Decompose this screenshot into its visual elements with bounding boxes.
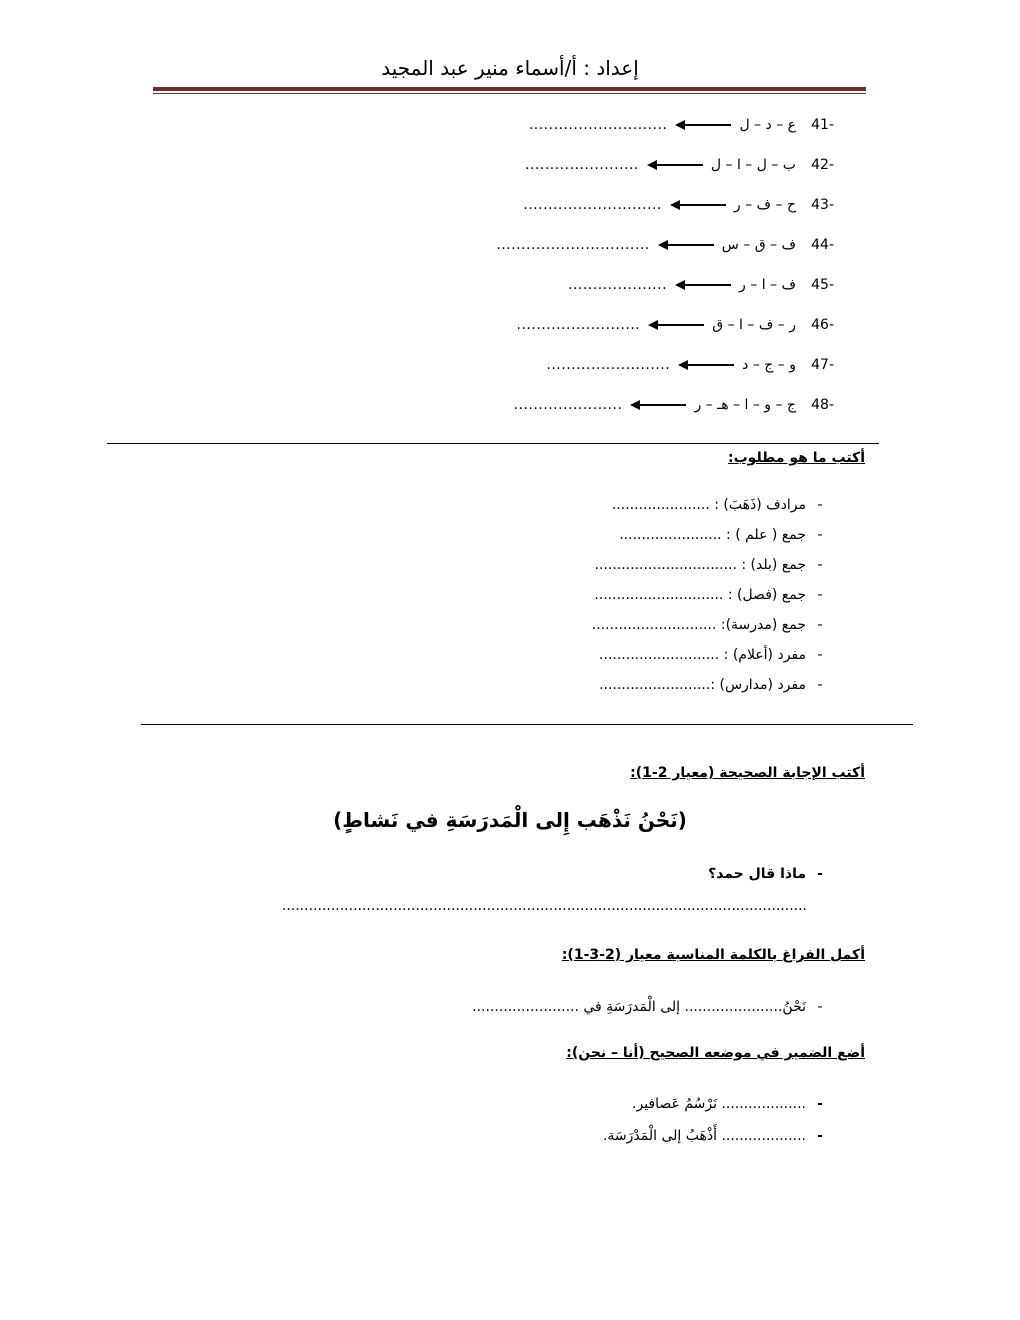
header-divider [153,87,866,91]
vocab-item [594,584,834,606]
exercise-item-42 [525,154,834,176]
pronoun-text[interactable]: ................... نَرْسُمُ عَصافير. [632,1096,806,1112]
bullet: - [817,497,823,513]
exercise-item-43 [523,194,834,216]
pronoun-item [603,1125,834,1147]
item-number: 47- [811,357,834,373]
question-text: ماذا قال حمد؟ [708,866,806,882]
question-row [708,866,834,882]
answer-line[interactable]: ...................................................................................................................... [281,898,807,914]
section-heading: أكتب ما هو مطلوب: [728,450,865,466]
letters: ف – ق – س [721,237,796,253]
left-arrow-icon [658,240,714,250]
vocab-item [595,554,834,576]
bullet: - [817,866,823,882]
item-number: 41- [811,117,834,133]
item-number: 44- [811,237,834,253]
letters: ج – و – ا – هـ – ر [694,397,796,413]
letters: و – ج – د [742,357,796,373]
exercise-item-44 [496,234,834,256]
vocab-text[interactable]: جمع (مدرسة): ............................ [591,617,806,633]
vocab-text[interactable]: مفرد (مدارس) :......................... [599,677,806,693]
exercise-item-41 [529,114,834,136]
vocab-item [612,494,834,516]
vocab-text[interactable]: مرادف (ذَهَبَ) : ...................... [611,497,806,513]
answer-blank[interactable]: ............................ [528,117,668,133]
letters: ب – ل – ا – ل [710,157,796,173]
pronoun-text[interactable]: ................... أَذْهَبُ إلى الْمَدْرَسَة. [602,1128,806,1144]
vocab-item [599,674,834,696]
exercise-item-46 [517,314,835,336]
bullet: - [817,1096,823,1112]
answer-blank[interactable]: ............................ [523,197,662,213]
vocab-text[interactable]: مفرد (أعلام) : ........................... [599,647,806,663]
exercise-item-45 [568,274,834,296]
section-divider [107,443,879,444]
fill-blank-text[interactable]: نَحْنُ...................... إلى الْمَدرَسَةِ في ........................ [472,999,806,1015]
left-arrow-icon [670,200,726,210]
header-divider-thin [153,93,866,94]
answer-blank[interactable]: ...................... [513,397,623,413]
left-arrow-icon [678,360,734,370]
answer-blank[interactable]: ......................... [516,317,641,333]
bullet: - [817,999,823,1015]
pronoun-item [632,1093,834,1115]
left-arrow-icon [675,280,731,290]
answer-blank[interactable]: ......................... [546,357,671,373]
item-number: 42- [811,157,834,173]
letters: ح – ف – ر [733,197,796,213]
item-number: 43- [811,197,834,213]
section-heading: أضع الضمير في موضعه الصحيح (أنا – نحن): [566,1045,865,1061]
bullet: - [817,557,823,573]
bullet: - [817,587,823,603]
vocab-item [619,524,834,546]
section-heading: أكتب الإجابة الصحيحة (معيار 2-1): [630,765,865,781]
exercise-item-48 [514,394,834,416]
bullet: - [817,647,823,663]
left-arrow-icon [647,160,703,170]
vocab-item [599,644,834,666]
page-header-title: إعداد : أ/أسماء منير عبد المجيد [381,56,639,80]
letters: ف – ا – ر [739,277,796,293]
vocab-item [592,614,834,636]
letters: ر – ف – ا – ق [712,317,796,333]
bullet: - [817,677,823,693]
vocab-text[interactable]: جمع (بلد) : ................................ [594,557,806,573]
left-arrow-icon [630,400,686,410]
answer-blank[interactable]: ....................... [525,157,639,173]
left-arrow-icon [648,320,704,330]
fill-blank-item [472,996,834,1018]
item-number: 46- [811,317,834,333]
bullet: - [817,527,823,543]
item-number: 48- [811,397,834,413]
section-heading: أكمل الفراغ بالكلمة المناسبة معيار (2-3-1): [561,947,865,963]
section-divider [141,724,913,725]
exercise-item-47 [546,354,834,376]
answer-blank[interactable]: ............................... [496,237,650,253]
item-number: 45- [811,277,834,293]
letters: ع – د – ل [739,117,796,133]
answer-blank[interactable]: .................... [568,277,668,293]
bullet: - [817,617,823,633]
vocab-text[interactable]: جمع ( علم ) : ....................... [619,527,806,543]
reading-sentence: (نَحْنُ نَذْهَب إِلى الْمَدرَسَةِ في نَشاطٍ) [333,808,687,832]
left-arrow-icon [675,120,731,130]
vocab-text[interactable]: جمع (فصل) : ............................. [594,587,806,603]
bullet: - [817,1128,823,1144]
